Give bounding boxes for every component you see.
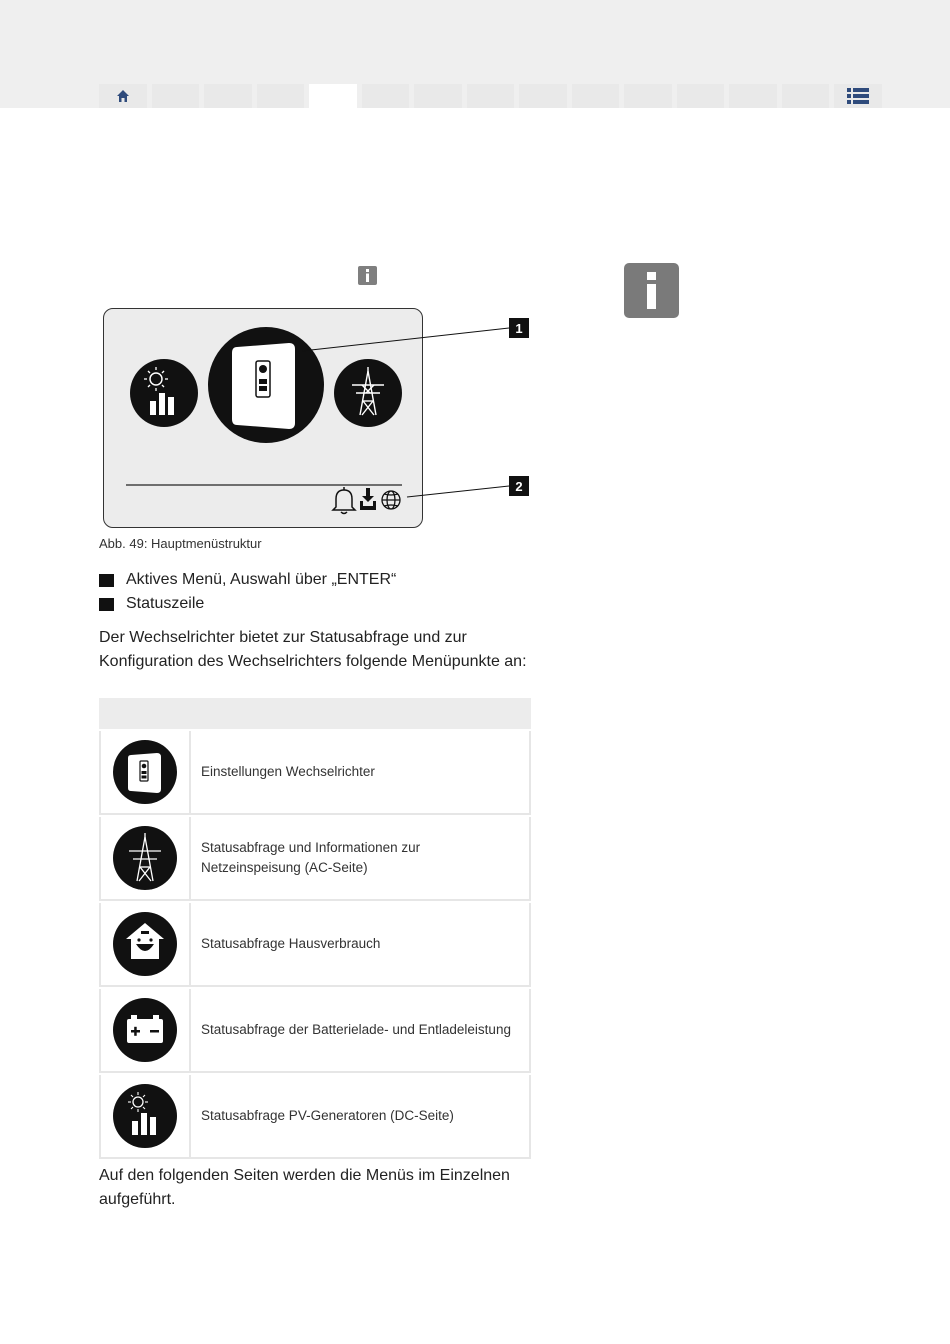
table-row <box>99 903 531 987</box>
table-text-cell: Statusabfrage der Batterielade- und Entladeleistung <box>191 989 531 1071</box>
legend-label: Statuszeile <box>126 595 205 612</box>
table-text-cell: Statusabfrage Hausverbrauch <box>191 903 531 985</box>
battery-icon <box>112 997 178 1063</box>
figure-caption: Abb. 49: Hauptmenüstruktur <box>99 536 262 551</box>
grid-pylon-icon <box>112 825 178 891</box>
table-text-cell: Einstellungen Wechselrichter <box>191 731 531 813</box>
legend-item <box>99 592 396 616</box>
table-icon-cell <box>99 903 191 985</box>
table-icon-cell <box>99 989 191 1071</box>
house-consumption-icon <box>112 911 178 977</box>
table-icon-cell <box>99 817 191 899</box>
pv-generator-icon <box>112 1083 178 1149</box>
callout-1: 1 <box>509 318 529 338</box>
legend-marker <box>99 574 114 587</box>
legend <box>99 568 396 616</box>
legend-item <box>99 568 396 592</box>
table-row <box>99 817 531 901</box>
table-row <box>99 1075 531 1159</box>
table-icon-cell <box>99 1075 191 1157</box>
table-header <box>99 698 531 729</box>
table-row <box>99 989 531 1073</box>
callout-2: 2 <box>509 476 529 496</box>
legend-marker <box>99 598 114 611</box>
table-row <box>99 731 531 815</box>
table-text-cell: Statusabfrage und Informationen zur Netzeinspeisung (AC-Seite) <box>191 817 531 899</box>
table-icon-cell <box>99 731 191 813</box>
intro-paragraph: Der Wechselrichter bietet zur Statusabfrage und zur Konfiguration des Wechselrichters folgende Menüpunkte an: <box>99 629 527 670</box>
menu-table <box>99 698 531 1159</box>
legend-label: Aktives Menü, Auswahl über „ENTER“ <box>126 571 397 588</box>
footer-paragraph: Auf den folgenden Seiten werden die Menüs im Einzelnen aufgeführt. <box>99 1167 510 1208</box>
inverter-icon <box>112 739 178 805</box>
table-text-cell: Statusabfrage PV-Generatoren (DC-Seite) <box>191 1075 531 1157</box>
